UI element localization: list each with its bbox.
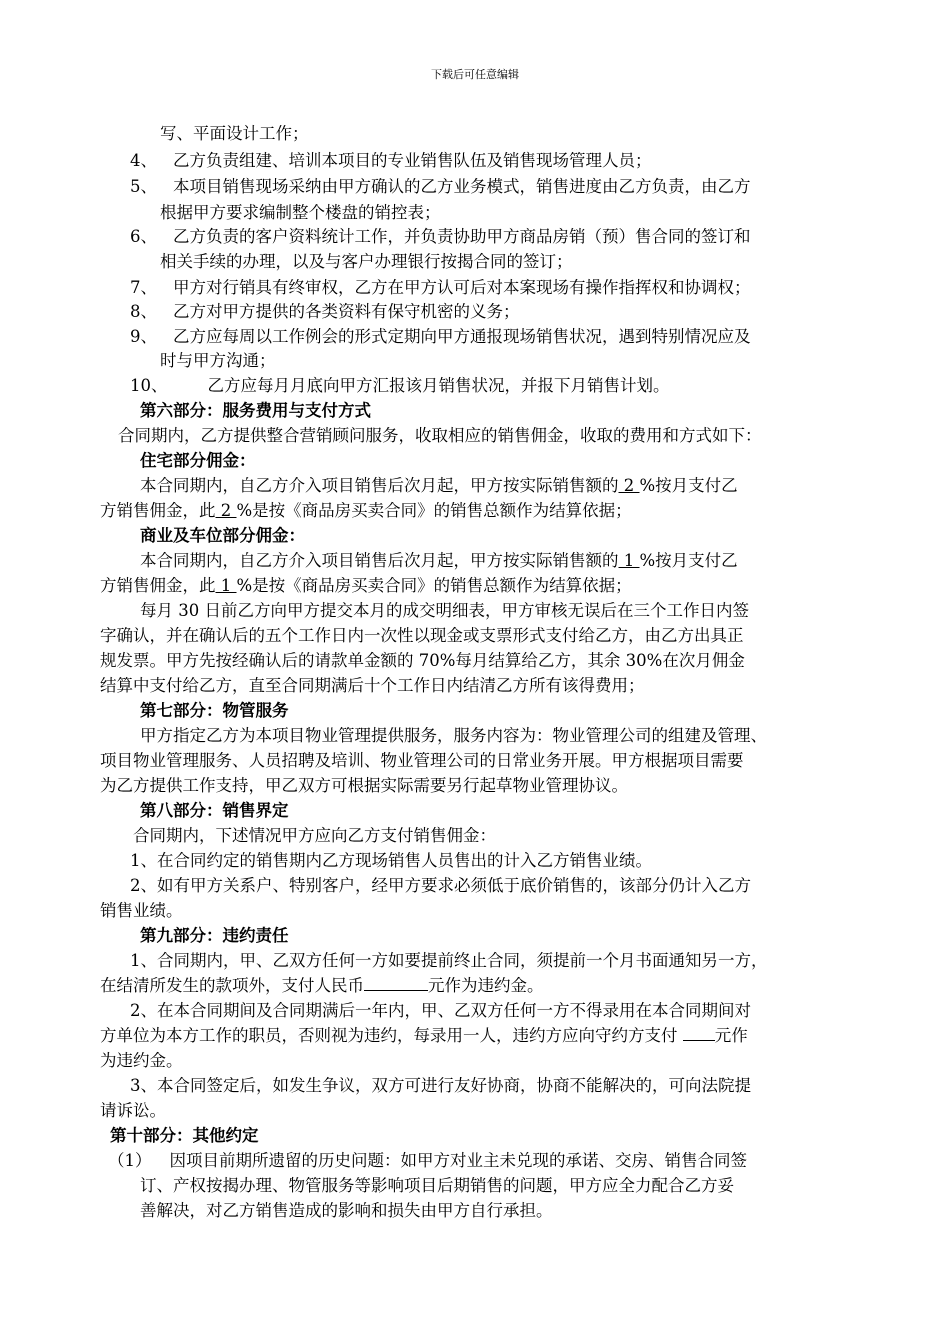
list-text: 乙方应每月月底向甲方汇报该月销售状况，并报下月销售计划。 [207,376,670,395]
text-line: 合同期内，下述情况甲方应向乙方支付销售佣金： [133,826,496,845]
list-number: 6、 [130,227,157,246]
list-text: 本项目销售现场采纳由甲方确认的乙方业务模式，销售进度由乙方负责，由乙方 [173,177,751,196]
text-line [140,474,738,498]
text-line: 3、本合同签定后，如发生争议，双方可进行友好协商，协商不能解决的，可向法院提 [130,1076,751,1095]
text-segment: 本合同期内，自乙方介入项目销售后次月起，甲方按实际销售额的 [140,476,619,495]
text-line: 规发票。甲方先按经确认后的请款单金额的 70%每月结算给乙方，其余 30%在次月佣金 [100,651,745,670]
section-heading-9: 第九部分：违约责任 [140,926,289,945]
rate-value: 2 [215,501,237,520]
text-line: 字确认，并在确认后的五个工作日内一次性以现金或支票形式支付给乙方，由乙方出具正 [100,626,744,645]
text-line: 2、如有甲方关系户、特别客户，经甲方要求必须低于底价销售的，该部分仍计入乙方 [130,876,751,895]
text-segment: %按月支付乙 [639,551,738,570]
text-line: 为乙方提供工作支持，甲乙双方可根据实际需要另行起草物业管理协议。 [100,776,628,795]
text-segment: 在结清所发生的款项外，支付人民币 [100,976,364,995]
list-text: 乙方对甲方提供的各类资料有保守机密的义务； [173,302,520,321]
text-segment: 方单位为本方工作的职员，否则视为违约，每录用一人，违约方应向守约方支付 [100,1026,683,1045]
text-line: 1、合同期内，甲、乙双方任何一方如要提前终止合同，须提前一个月书面通知另一方， [130,951,768,970]
subheading-residential: 住宅部分佣金： [140,451,256,470]
text-segment: 元作 [714,1026,748,1045]
list-text: 因项目前期所遗留的历史问题：如甲方对业主未兑现的承诺、交房、销售合同签 [169,1151,747,1170]
list-item-5 [130,175,751,199]
list-number: 10、 [130,376,168,395]
text-line: 每月 30 日前乙方向甲方提交本月的成交明细表，甲方审核无误后在三个工作日内签 [140,601,749,620]
list-number: （1） [108,1151,152,1170]
text-line: 为违约金。 [100,1051,183,1070]
section-heading-7: 第七部分：物管服务 [140,701,289,720]
subheading-commercial: 商业及车位部分佣金： [140,526,305,545]
text-segment: %按月支付乙 [639,476,738,495]
text-line: 1、在合同约定的销售期内乙方现场销售人员售出的计入乙方销售业绩。 [130,851,652,870]
text-segment: 本合同期内，自乙方介入项目销售后次月起，甲方按实际销售额的 [140,551,619,570]
text-line: 相关手续的办理，以及与客户办理银行按揭合同的签订； [160,252,573,271]
list-text: 乙方负责的客户资料统计工作，并负责协助甲方商品房销（预）售合同的签订和 [173,227,751,246]
list-item-9 [130,325,751,349]
list-text: 乙方应每周以工作例会的形式定期向甲方通报现场销售状况，遇到特别情况应及 [173,327,751,346]
page-header: 下载后可任意编辑 [431,68,519,81]
text-segment: 方销售佣金，此 [100,576,216,595]
list-text: 甲方对行销具有终审权，乙方在甲方认可后对本案现场有操作指挥权和协调权； [173,278,751,297]
list-text: 乙方负责组建、培训本项目的专业销售队伍及销售现场管理人员； [173,151,652,170]
text-segment: %是按《商品房买卖合同》的销售总额作为结算依据； [236,501,632,520]
text-line: 写、平面设计工作； [160,124,309,143]
text-line [140,549,738,573]
list-number: 4、 [130,151,157,170]
list-number: 5、 [130,177,157,196]
text-line [100,499,632,523]
text-line: 销售业绩。 [100,901,183,920]
text-line: 合同期内，乙方提供整合营销顾问服务，收取相应的销售佣金，收取的费用和方式如下： [118,426,762,445]
text-line: 善解决，对乙方销售造成的影响和损失由甲方自行承担。 [140,1201,553,1220]
rate-value: 2 [618,476,640,495]
text-line: 根据甲方要求编制整个楼盘的销控表； [160,203,441,222]
text-line: 结算中支付给乙方，直至合同期满后十个工作日内结清乙方所有该得费用； [100,676,645,695]
list-item-8 [130,300,520,324]
list-number: 8、 [130,302,157,321]
list-item-1 [108,1149,747,1173]
list-item-6 [130,225,751,249]
text-segment: 方销售佣金，此 [100,501,216,520]
text-line [100,974,544,998]
section-heading-8: 第八部分：销售界定 [140,801,289,820]
list-number: 7、 [130,278,157,297]
section-heading-6: 第六部分：服务费用与支付方式 [140,401,371,420]
list-item-4 [130,149,652,173]
amount-blank [364,974,428,991]
rate-value: 1 [215,576,237,595]
text-line: 时与甲方沟通； [160,351,276,370]
text-segment: 元作为违约金。 [428,976,544,995]
amount-blank [683,1024,715,1041]
text-line: 2、在本合同期间及合同期满后一年内，甲、乙双方任何一方不得录用在本合同期间对 [130,1001,751,1020]
text-line [100,1024,748,1048]
rate-value: 1 [618,551,640,570]
text-line: 甲方指定乙方为本项目物业管理提供服务，服务内容为：物业管理公司的组建及管理、 [140,726,767,745]
text-line: 订、产权按揭办理、物管服务等影响项目后期销售的问题，甲方应全力配合乙方妥 [140,1176,734,1195]
text-line: 请诉讼。 [100,1101,166,1120]
text-line: 项目物业管理服务、人员招聘及培训、物业管理公司的日常业务开展。甲方根据项目需要 [100,751,744,770]
section-heading-10: 第十部分：其他约定 [110,1126,259,1145]
list-number: 9、 [130,327,157,346]
list-item-7 [130,276,751,300]
text-segment: %是按《商品房买卖合同》的销售总额作为结算依据； [236,576,632,595]
text-line [100,574,632,598]
list-item-10 [130,374,670,398]
